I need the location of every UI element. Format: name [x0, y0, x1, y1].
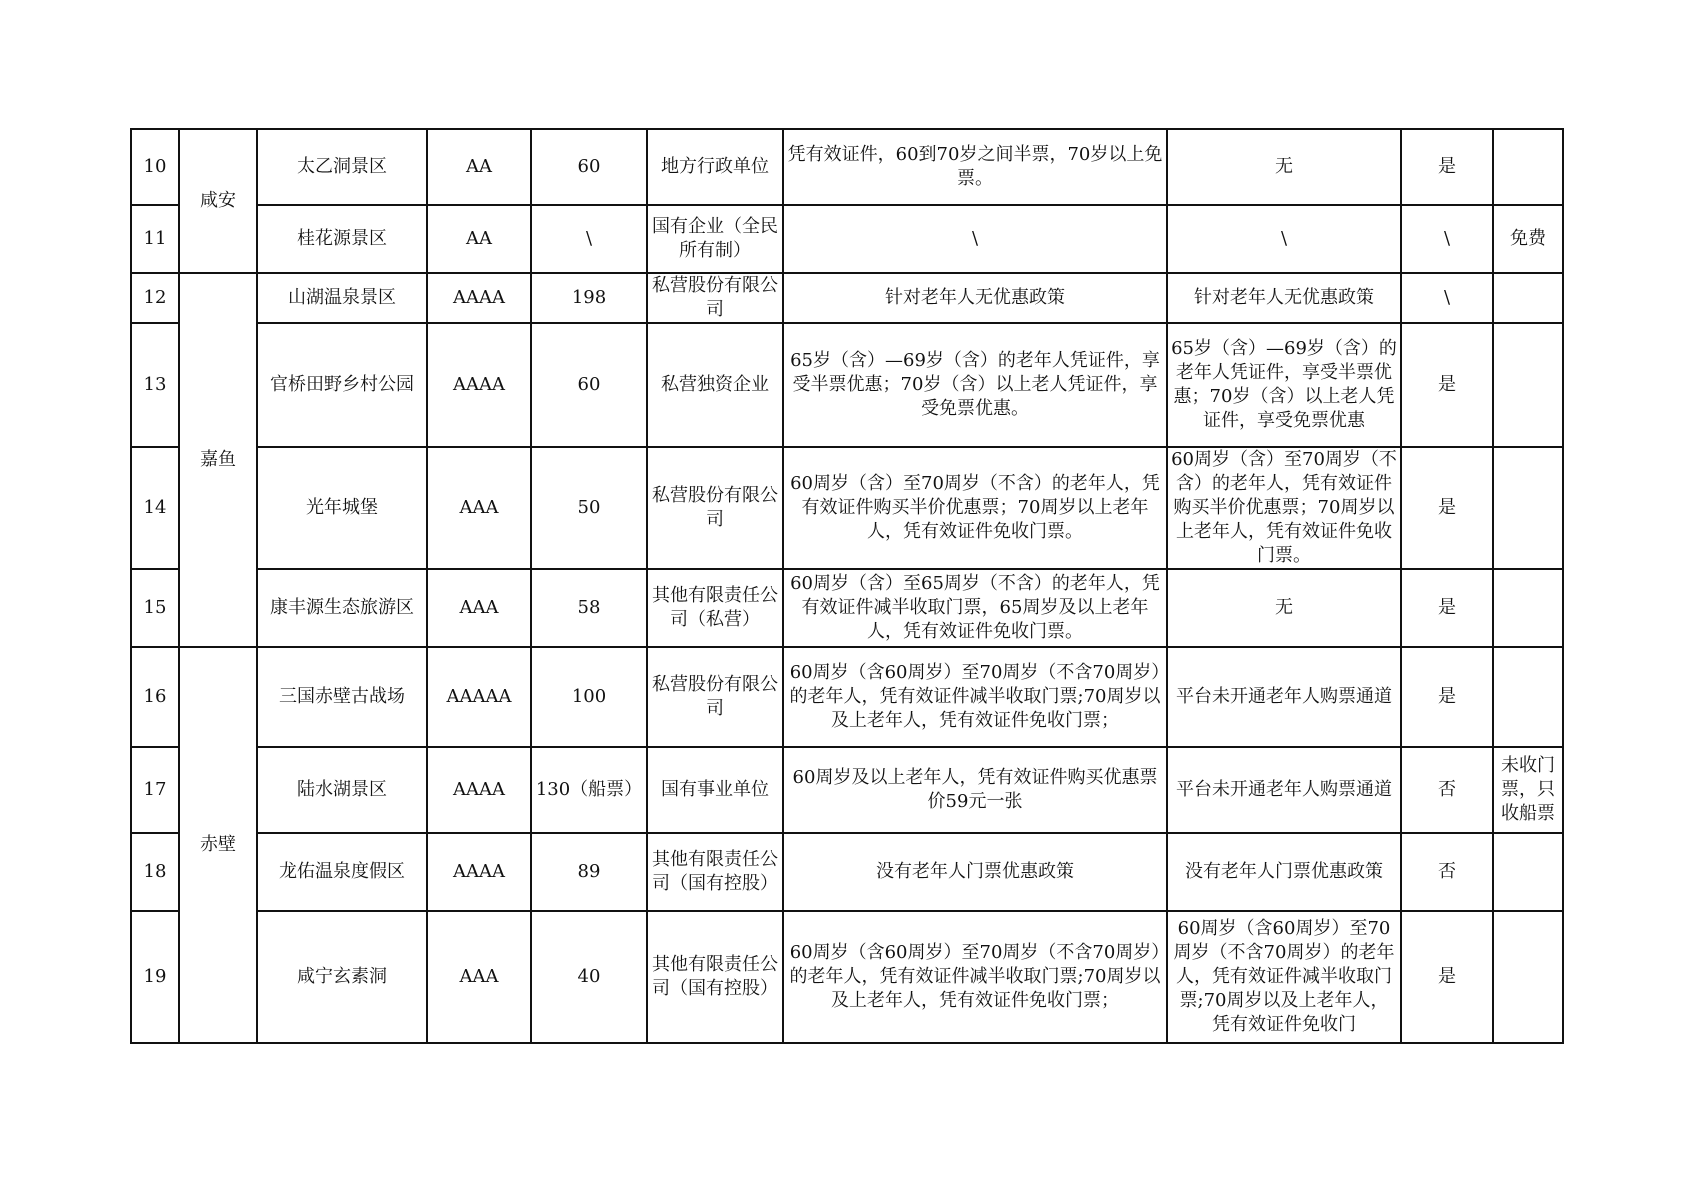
online-policy: 65岁（含）—69岁（含）的老年人凭证件，享受半票优惠；70岁（含）以上老人凭证件，享受免票优惠: [1167, 323, 1401, 447]
row-number: 19: [131, 911, 179, 1043]
scenic-name: 桂花源景区: [257, 205, 427, 273]
row-number: 12: [131, 273, 179, 323]
note: [1493, 569, 1563, 647]
compliant: 否: [1401, 747, 1493, 833]
ownership-type: 其他有限责任公司（国有控股）: [647, 911, 783, 1043]
online-policy: 无: [1167, 129, 1401, 205]
onsite-policy: 60周岁（含）至65周岁（不含）的老年人，凭有效证件减半收取门票，65周岁及以上老年人，凭有效证件免收门票。: [783, 569, 1167, 647]
onsite-policy: 60周岁（含60周岁）至70周岁（不含70周岁）的老年人，凭有效证件减半收取门票;70周岁以及上老年人，凭有效证件免收门票；: [783, 911, 1167, 1043]
compliant: 是: [1401, 129, 1493, 205]
onsite-policy: 60周岁（含）至70周岁（不含）的老年人，凭有效证件购买半价优惠票；70周岁以上老年人，凭有效证件免收门票。: [783, 447, 1167, 569]
grade: AAA: [427, 569, 531, 647]
row-number: 18: [131, 833, 179, 911]
row-number: 14: [131, 447, 179, 569]
grade: AAA: [427, 447, 531, 569]
row-number: 16: [131, 647, 179, 747]
online-policy: \: [1167, 205, 1401, 273]
compliant: 是: [1401, 323, 1493, 447]
compliant: 是: [1401, 647, 1493, 747]
grade: AAAA: [427, 833, 531, 911]
ticket-price: 198: [531, 273, 647, 323]
ownership-type: 国有企业（全民所有制）: [647, 205, 783, 273]
ownership-type: 其他有限责任公司（私营）: [647, 569, 783, 647]
compliant: \: [1401, 273, 1493, 323]
online-policy: 平台未开通老年人购票通道: [1167, 647, 1401, 747]
compliant: 是: [1401, 911, 1493, 1043]
row-number: 15: [131, 569, 179, 647]
onsite-policy: 60周岁及以上老年人，凭有效证件购买优惠票价59元一张: [783, 747, 1167, 833]
note: 未收门票，只收船票: [1493, 747, 1563, 833]
note: [1493, 647, 1563, 747]
online-policy: 没有老年人门票优惠政策: [1167, 833, 1401, 911]
compliant: 是: [1401, 447, 1493, 569]
grade: AAAAA: [427, 647, 531, 747]
table-row: [131, 647, 1563, 747]
grade: AA: [427, 205, 531, 273]
onsite-policy: 65岁（含）—69岁（含）的老年人凭证件，享受半票优惠；70岁（含）以上老人凭证件，享受免票优惠。: [783, 323, 1167, 447]
ticket-price: 100: [531, 647, 647, 747]
region-cell: 赤壁: [179, 647, 257, 1043]
onsite-policy: 针对老年人无优惠政策: [783, 273, 1167, 323]
ticket-price: \: [531, 205, 647, 273]
scenic-name: 山湖温泉景区: [257, 273, 427, 323]
ticket-price: 89: [531, 833, 647, 911]
ticket-price: 60: [531, 129, 647, 205]
onsite-policy: 凭有效证件，60到70岁之间半票，70岁以上免票。: [783, 129, 1167, 205]
table-row: [131, 569, 1563, 647]
table-row: [131, 129, 1563, 205]
grade: AAAA: [427, 747, 531, 833]
table-row: [131, 205, 1563, 273]
note: [1493, 447, 1563, 569]
grade: AA: [427, 129, 531, 205]
row-number: 10: [131, 129, 179, 205]
grade: AAAA: [427, 323, 531, 447]
table-row: [131, 833, 1563, 911]
ticket-price: 58: [531, 569, 647, 647]
region-cell: 咸安: [179, 129, 257, 273]
table-row: [131, 323, 1563, 447]
grade: AAAA: [427, 273, 531, 323]
ticket-price: 130（船票）: [531, 747, 647, 833]
note: [1493, 911, 1563, 1043]
ticket-price: 40: [531, 911, 647, 1043]
scenic-name: 康丰源生态旅游区: [257, 569, 427, 647]
table-row: [131, 273, 1563, 323]
ownership-type: 其他有限责任公司（国有控股）: [647, 833, 783, 911]
compliant: \: [1401, 205, 1493, 273]
ticket-price: 60: [531, 323, 647, 447]
table-row: [131, 447, 1563, 569]
scenic-name: 太乙洞景区: [257, 129, 427, 205]
scenic-name: 龙佑温泉度假区: [257, 833, 427, 911]
grade: AAA: [427, 911, 531, 1043]
online-policy: 60周岁（含）至70周岁（不含）的老年人，凭有效证件购买半价优惠票；70周岁以上老年人，凭有效证件免收门票。: [1167, 447, 1401, 569]
ownership-type: 私营独资企业: [647, 323, 783, 447]
note: [1493, 833, 1563, 911]
note: 免费: [1493, 205, 1563, 273]
onsite-policy: 60周岁（含60周岁）至70周岁（不含70周岁）的老年人，凭有效证件减半收取门票;70周岁以及上老年人，凭有效证件免收门票；: [783, 647, 1167, 747]
ownership-type: 地方行政单位: [647, 129, 783, 205]
scenic-name: 咸宁玄素洞: [257, 911, 427, 1043]
online-policy: 60周岁（含60周岁）至70周岁（不含70周岁）的老年人，凭有效证件减半收取门票;70周岁以及上老年人，凭有效证件免收门: [1167, 911, 1401, 1043]
ownership-type: 私营股份有限公司: [647, 273, 783, 323]
note: [1493, 273, 1563, 323]
onsite-policy: 没有老年人门票优惠政策: [783, 833, 1167, 911]
note: [1493, 129, 1563, 205]
ownership-type: 私营股份有限公司: [647, 647, 783, 747]
compliant: 否: [1401, 833, 1493, 911]
row-number: 17: [131, 747, 179, 833]
scenic-name: 官桥田野乡村公园: [257, 323, 427, 447]
onsite-policy: \: [783, 205, 1167, 273]
row-number: 11: [131, 205, 179, 273]
online-policy: 无: [1167, 569, 1401, 647]
row-number: 13: [131, 323, 179, 447]
ticket-price: 50: [531, 447, 647, 569]
scenic-name: 三国赤壁古战场: [257, 647, 427, 747]
online-policy: 平台未开通老年人购票通道: [1167, 747, 1401, 833]
scenic-area-elderly-ticket-policy-table: [130, 128, 1564, 1044]
region-cell: 嘉鱼: [179, 273, 257, 647]
scenic-name: 光年城堡: [257, 447, 427, 569]
online-policy: 针对老年人无优惠政策: [1167, 273, 1401, 323]
compliant: 是: [1401, 569, 1493, 647]
note: [1493, 323, 1563, 447]
scenic-name: 陆水湖景区: [257, 747, 427, 833]
table-row: [131, 911, 1563, 1043]
table-row: [131, 747, 1563, 833]
ownership-type: 私营股份有限公司: [647, 447, 783, 569]
ownership-type: 国有事业单位: [647, 747, 783, 833]
